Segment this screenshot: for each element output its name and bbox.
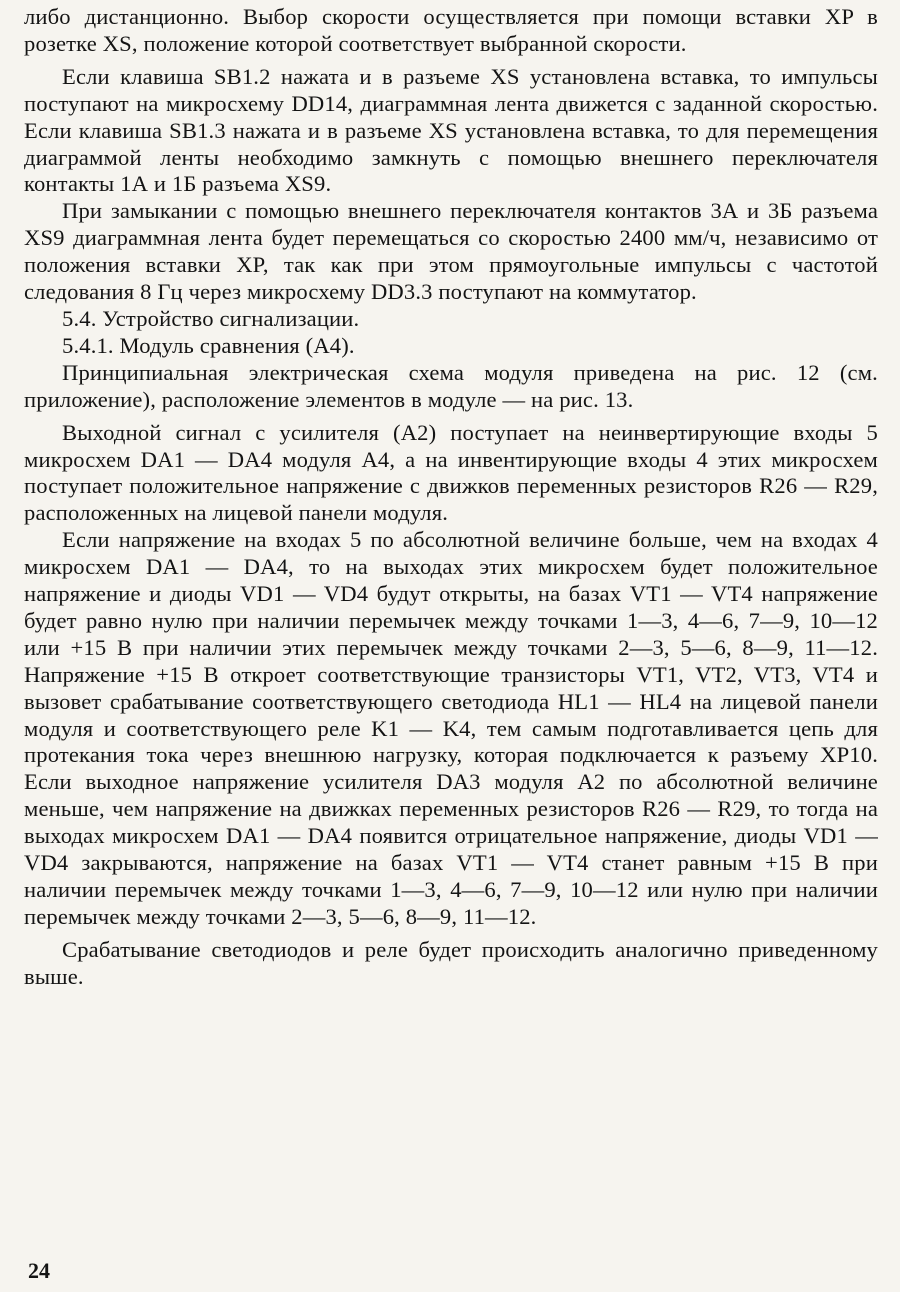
paragraph-voltage-comparison: Если напряжение на входах 5 по абсолютной величине больше, чем на входах 4 микросхем DA1 — DA4, то на выходах этих микросхем будет положительное напряжение и диоды VD1 — VD4 будут открыты, на базах VT1 — VT4 напряжение будет равно нулю при наличии перемычек между точками 1—3, 4—6, 7—9, 10—12 или +15 В при наличии этих перемычек между точками 2—3, 5—6, 8—9, 11—12. Напряжение +15 В откроет соответствующие транзисторы VT1, VT2, VT3, VT4 и вызовет срабатывание соответствующего светодиода HL1 — HL4 на лицевой панели модуля и соответствующего реле K1 — K4, тем самым подготавливается цепь для протекания тока через внешнюю нагрузку, которая подключается к разъему XP10. Если выходное напряжение усилителя DA3 модуля А2 по абсолютной величине меньше, чем напряжение на движках переменных резисторов R26 — R29, то тогда на выходах микросхем DA1 — DA4 появится отрицательное напряжение, диоды VD1 — VD4 закрываются, напряжение на базах VT1 — VT4 станет равным +15 В при наличии перемычек между точками 1—3, 4—6, 7—9, 10—12 или нулю при наличии перемычек между точками 2—3, 5—6, 8—9, 11—12. [24, 527, 878, 929]
paragraph-output-signal: Выходной сигнал с усилителя (А2) поступает на неинвертирующие входы 5 микросхем DA1 — DA4 модуля А4, а на инвентирующие входы 4 этих микросхем поступает положительное напряжение с движков переменных резисторов R26 — R29, расположенных на лицевой панели модуля. [24, 419, 878, 526]
document-body [24, 4, 878, 991]
section-heading-signaling: 5.4. Устройство сигнализации. [62, 305, 360, 331]
paragraph-continuation: либо дистанционно. Выбор скорости осуществляется при помощи вставки XP в розетке XS, положение которой соответствует выбранной скорости. [24, 4, 878, 56]
paragraph-xs9-contacts: При замыкании с помощью внешнего переключателя контактов 3А и 3Б разъема XS9 диаграммная лента будет перемещаться со скоростью 2400 мм/ч, независимо от положения вставки XP, так как при этом прямоугольные импульсы с частотой следования 8 Гц через микросхему DD3.3 поступают на коммутатор. [24, 198, 878, 305]
paragraph-schematic-reference: Принципиальная электрическая схема модуля приведена на рис. 12 (см. приложение), расположение элементов в модуле — на рис. 13. [24, 359, 878, 412]
subsection-heading-comparison-module: 5.4.1. Модуль сравнения (А4). [62, 332, 355, 358]
paragraph-led-relay: Срабатывание светодиодов и реле будет происходить аналогично приведенному выше. [24, 936, 878, 989]
page-number: 24 [28, 1258, 50, 1283]
paragraph-sb1-keys: Если клавиша SB1.2 нажата и в разъеме XS установлена вставка, то импульсы поступают на микросхему DD14, диаграммная лента движется с заданной скоростью. Если клавиша SB1.3 нажата и в разъеме XS установлена вставка, то для перемещения диаграммой ленты необходимо замкнуть с помощью внешнего переключателя контакты 1А и 1Б разъема XS9. [24, 63, 878, 197]
